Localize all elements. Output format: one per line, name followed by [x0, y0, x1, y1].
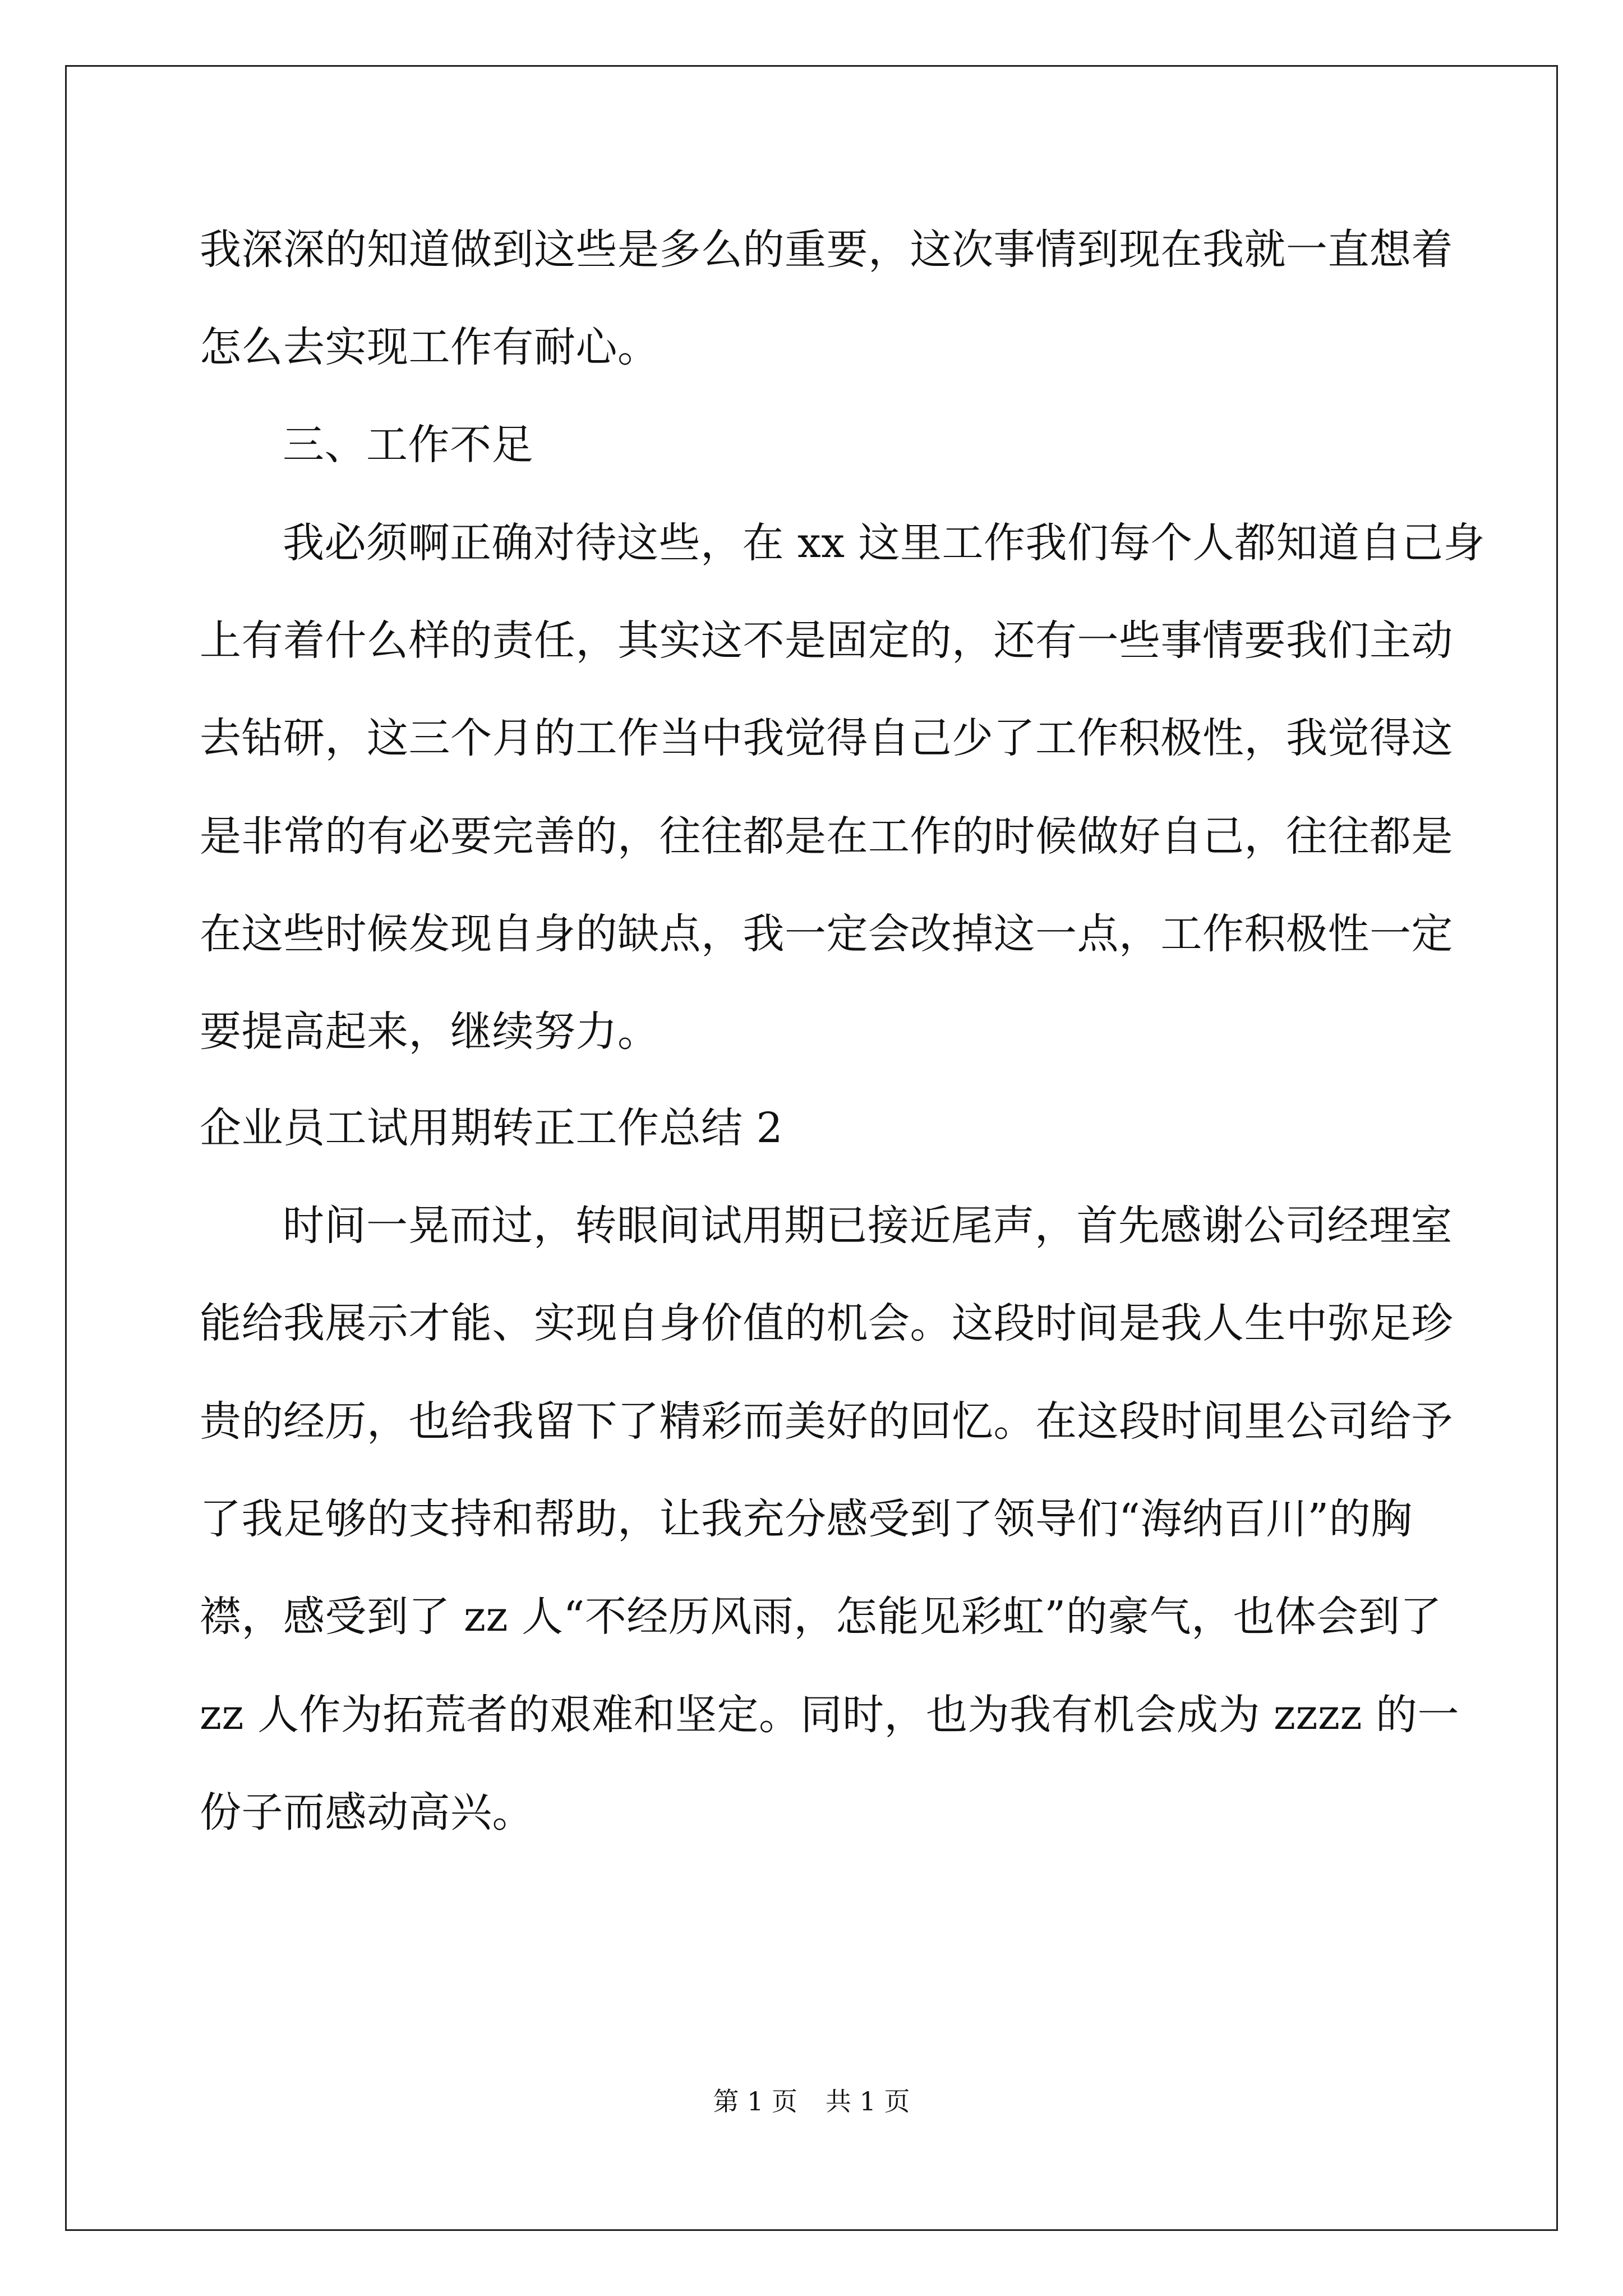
text-line: 份子而感动高兴。	[200, 1788, 534, 1837]
text-line: 怎么去实现工作有耐心。	[200, 323, 660, 371]
text-line: 我深深的知道做到这些是多么的重要，这次事情到现在我就一直想着	[200, 226, 1453, 274]
text-line: 要提高起来，继续努力。	[200, 1007, 660, 1056]
text-line: 是非常的有必要完善的，往往都是在工作的时候做好自己，往往都是	[200, 812, 1453, 861]
text-line: 在这些时候发现自身的缺点，我一定会改掉这一点，工作积极性一定	[200, 910, 1453, 958]
page-footer	[0, 2085, 1623, 2118]
text-line: 去钻研，这三个月的工作当中我觉得自己少了工作积极性，我觉得这	[200, 714, 1453, 762]
text-line: 贵的经历，也给我留下了精彩而美好的回忆。在这段时间里公司给予	[200, 1397, 1453, 1446]
section-heading: 三、工作不足	[283, 421, 533, 469]
text-line: 襟，感受到了 zz 人“不经历风雨，怎能见彩虹”的豪气，也体会到了	[200, 1593, 1442, 1641]
text-line: 了我足够的支持和帮助，让我充分感受到了领导们“海纳百川”的胸	[200, 1495, 1413, 1543]
page-number: 第 1 页	[713, 2086, 797, 2116]
page-total: 共 1 页	[826, 2086, 910, 2116]
text-line: 我必须啊正确对待这些，在 xx 这里工作我们每个人都知道自己身	[283, 519, 1486, 567]
text-line: zz 人作为拓荒者的艰难和坚定。同时，也为我有机会成为 zzzz 的一	[200, 1691, 1459, 1739]
text-line: 时间一晃而过，转眼间试用期已接近尾声，首先感谢公司经理室	[283, 1202, 1453, 1250]
document-title: 企业员工试用期转正工作总结 2	[200, 1104, 783, 1152]
text-line: 上有着什么样的责任，其实这不是固定的，还有一些事情要我们主动	[200, 616, 1453, 665]
text-line: 能给我展示才能、实现自身价值的机会。这段时间是我人生中弥足珍	[200, 1299, 1453, 1347]
